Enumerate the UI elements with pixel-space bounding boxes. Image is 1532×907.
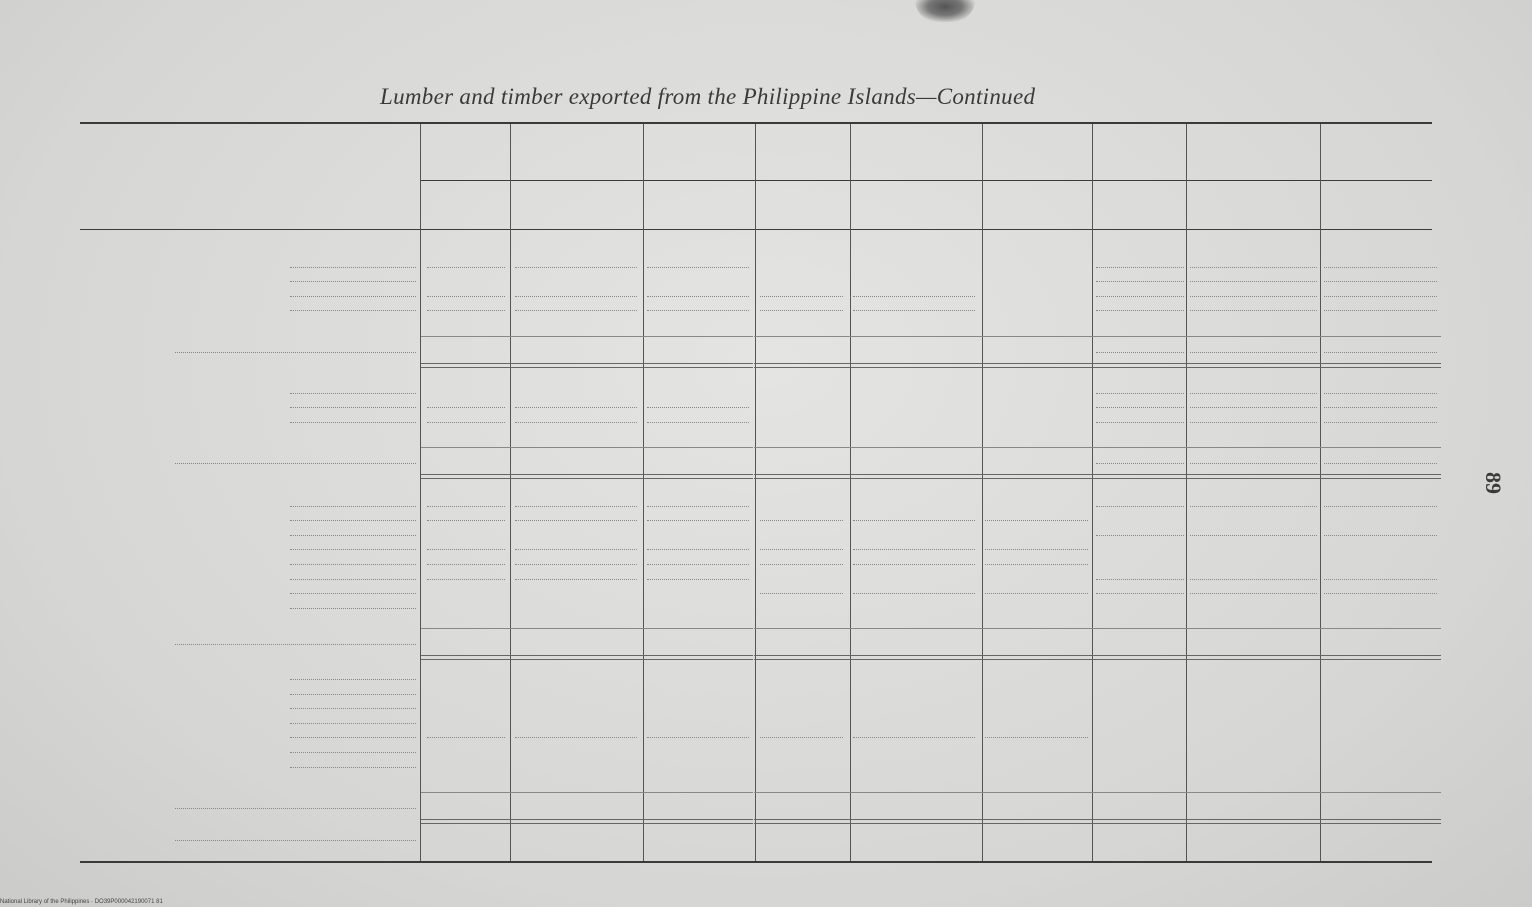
total-rule [1184, 628, 1321, 629]
section-double-rule [641, 819, 753, 824]
section-double-rule [1318, 363, 1441, 368]
period-underline [755, 180, 1092, 181]
empty-cell-dots [1324, 535, 1437, 536]
total-rule [1184, 792, 1321, 793]
section-double-rule [979, 363, 1092, 368]
leader-dots [290, 393, 416, 394]
empty-cell-dots [1096, 506, 1184, 507]
section-double-rule [1184, 363, 1321, 368]
leader-dots [290, 679, 416, 680]
total-rule [979, 447, 1092, 448]
empty-cell-dots [647, 267, 749, 268]
section-double-rule [754, 819, 847, 824]
header-rule [80, 229, 1432, 230]
empty-cell-dots [853, 520, 975, 521]
empty-cell-dots [1190, 463, 1317, 464]
empty-cell-dots [515, 407, 637, 408]
total-rule [1318, 447, 1441, 448]
leader-dots [290, 564, 416, 565]
empty-cell-dots [1096, 296, 1184, 297]
leader-dots [290, 281, 416, 282]
total-rule [421, 447, 509, 448]
section-double-rule [847, 819, 979, 824]
column-divider [755, 124, 756, 861]
section-double-rule [641, 474, 753, 479]
empty-cell-dots [515, 310, 637, 311]
total-rule [421, 792, 509, 793]
section-double-rule [509, 655, 641, 660]
column-divider [420, 124, 421, 861]
empty-cell-dots [1190, 422, 1317, 423]
empty-cell-dots [1190, 310, 1317, 311]
total-rule [641, 447, 753, 448]
empty-cell-dots [1096, 535, 1184, 536]
leader-dots [290, 549, 416, 550]
empty-cell-dots [647, 422, 749, 423]
empty-cell-dots [427, 422, 505, 423]
column-divider [1092, 124, 1093, 861]
scan-footer-note: National Library of the Philippines · DO39P000042190071 81 [0, 899, 163, 905]
empty-cell-dots [515, 549, 637, 550]
empty-cell-dots [1190, 352, 1317, 353]
empty-cell-dots [760, 296, 843, 297]
leader-dots [175, 352, 416, 353]
leader-dots [290, 608, 416, 609]
section-double-rule [421, 363, 509, 368]
empty-cell-dots [1190, 267, 1317, 268]
section-double-rule [509, 474, 641, 479]
section-double-rule [1184, 474, 1321, 479]
empty-cell-dots [853, 737, 975, 738]
empty-cell-dots [1324, 506, 1437, 507]
section-double-rule [421, 474, 509, 479]
empty-cell-dots [647, 506, 749, 507]
section-double-rule [1318, 655, 1441, 660]
total-rule [509, 628, 641, 629]
empty-cell-dots [647, 520, 749, 521]
section-double-rule [421, 819, 509, 824]
scan-smudge [915, 0, 975, 22]
column-divider [982, 124, 983, 861]
empty-cell-dots [1324, 393, 1437, 394]
empty-cell-dots [1190, 296, 1317, 297]
table-title: Lumber and timber exported from the Philippine Islands—Continued [380, 84, 1036, 109]
empty-cell-dots [760, 737, 843, 738]
section-double-rule [641, 363, 753, 368]
section-double-rule [847, 655, 979, 660]
empty-cell-dots [515, 579, 637, 580]
column-divider [510, 124, 511, 861]
empty-cell-dots [515, 737, 637, 738]
leader-dots [290, 708, 416, 709]
total-rule [641, 336, 753, 337]
empty-cell-dots [1324, 593, 1437, 594]
empty-cell-dots [1096, 267, 1184, 268]
empty-cell-dots [427, 506, 505, 507]
total-rule [421, 336, 509, 337]
total-rule [1184, 336, 1321, 337]
empty-cell-dots [985, 737, 1088, 738]
empty-cell-dots [1324, 579, 1437, 580]
empty-cell-dots [1190, 593, 1317, 594]
total-rule [754, 447, 847, 448]
total-rule [641, 792, 753, 793]
section-double-rule [1184, 655, 1321, 660]
empty-cell-dots [427, 520, 505, 521]
total-rule [754, 792, 847, 793]
total-rule [847, 447, 979, 448]
empty-cell-dots [985, 549, 1088, 550]
empty-cell-dots [515, 422, 637, 423]
total-rule [1090, 447, 1188, 448]
leader-dots [175, 644, 416, 645]
empty-cell-dots [760, 310, 843, 311]
empty-cell-dots [647, 310, 749, 311]
empty-cell-dots [1324, 310, 1437, 311]
section-double-rule [754, 363, 847, 368]
empty-cell-dots [647, 564, 749, 565]
empty-cell-dots [647, 737, 749, 738]
empty-cell-dots [760, 520, 843, 521]
leader-dots [290, 296, 416, 297]
period-underline [420, 180, 755, 181]
leader-dots [290, 506, 416, 507]
page-number: 89 [1481, 472, 1506, 494]
section-double-rule [1090, 819, 1188, 824]
empty-cell-dots [647, 549, 749, 550]
column-divider [643, 124, 644, 861]
empty-cell-dots [1096, 407, 1184, 408]
leader-dots [290, 579, 416, 580]
leader-dots [290, 752, 416, 753]
empty-cell-dots [427, 296, 505, 297]
empty-cell-dots [853, 593, 975, 594]
total-rule [421, 628, 509, 629]
empty-cell-dots [1324, 267, 1437, 268]
section-double-rule [1318, 474, 1441, 479]
section-double-rule [979, 819, 1092, 824]
empty-cell-dots [1190, 579, 1317, 580]
empty-cell-dots [1324, 422, 1437, 423]
total-rule [1090, 792, 1188, 793]
leader-dots [175, 808, 416, 809]
column-divider [1320, 124, 1321, 861]
leader-dots [290, 723, 416, 724]
total-rule [1318, 336, 1441, 337]
leader-dots [290, 520, 416, 521]
empty-cell-dots [760, 564, 843, 565]
leader-dots [290, 535, 416, 536]
empty-cell-dots [427, 579, 505, 580]
total-rule [509, 336, 641, 337]
section-double-rule [1318, 819, 1441, 824]
empty-cell-dots [760, 549, 843, 550]
leader-dots [290, 267, 416, 268]
empty-cell-dots [853, 564, 975, 565]
empty-cell-dots [853, 296, 975, 297]
leader-dots [290, 737, 416, 738]
column-divider [850, 124, 851, 861]
empty-cell-dots [985, 564, 1088, 565]
empty-cell-dots [1096, 352, 1184, 353]
period-underline [1092, 180, 1432, 181]
empty-cell-dots [1324, 296, 1437, 297]
total-rule [1090, 336, 1188, 337]
section-double-rule [1090, 363, 1188, 368]
total-rule [754, 336, 847, 337]
total-rule [1090, 628, 1188, 629]
section-double-rule [509, 819, 641, 824]
total-rule [979, 336, 1092, 337]
total-rule [847, 628, 979, 629]
leader-dots [175, 463, 416, 464]
total-rule [509, 447, 641, 448]
total-rule [641, 628, 753, 629]
empty-cell-dots [985, 520, 1088, 521]
empty-cell-dots [427, 564, 505, 565]
leader-dots [290, 593, 416, 594]
empty-cell-dots [647, 296, 749, 297]
leader-dots [290, 694, 416, 695]
empty-cell-dots [1096, 579, 1184, 580]
empty-cell-dots [1190, 407, 1317, 408]
total-rule [509, 792, 641, 793]
empty-cell-dots [1096, 393, 1184, 394]
empty-cell-dots [515, 267, 637, 268]
empty-cell-dots [760, 593, 843, 594]
empty-cell-dots [647, 579, 749, 580]
total-rule [1184, 447, 1321, 448]
empty-cell-dots [427, 737, 505, 738]
section-double-rule [1090, 474, 1188, 479]
empty-cell-dots [1190, 281, 1317, 282]
section-double-rule [641, 655, 753, 660]
empty-cell-dots [1324, 281, 1437, 282]
empty-cell-dots [1324, 463, 1437, 464]
empty-cell-dots [1096, 422, 1184, 423]
leader-dots [290, 767, 416, 768]
top-rule [80, 122, 1432, 124]
section-double-rule [847, 474, 979, 479]
empty-cell-dots [853, 310, 975, 311]
empty-cell-dots [1096, 593, 1184, 594]
empty-cell-dots [1190, 393, 1317, 394]
section-double-rule [847, 363, 979, 368]
empty-cell-dots [1096, 310, 1184, 311]
leader-dots [175, 840, 416, 841]
empty-cell-dots [1324, 407, 1437, 408]
total-rule [979, 792, 1092, 793]
empty-cell-dots [515, 296, 637, 297]
empty-cell-dots [427, 549, 505, 550]
section-double-rule [754, 655, 847, 660]
empty-cell-dots [427, 310, 505, 311]
empty-cell-dots [1096, 463, 1184, 464]
section-double-rule [509, 363, 641, 368]
empty-cell-dots [515, 520, 637, 521]
total-rule [847, 792, 979, 793]
section-double-rule [979, 474, 1092, 479]
section-double-rule [1184, 819, 1321, 824]
empty-cell-dots [515, 506, 637, 507]
section-double-rule [979, 655, 1092, 660]
section-double-rule [421, 655, 509, 660]
total-rule [1318, 792, 1441, 793]
total-rule [979, 628, 1092, 629]
empty-cell-dots [515, 564, 637, 565]
empty-cell-dots [985, 593, 1088, 594]
leader-dots [290, 422, 416, 423]
column-divider [1186, 124, 1187, 861]
total-rule [1318, 628, 1441, 629]
bottom-rule [80, 861, 1432, 863]
section-double-rule [1090, 655, 1188, 660]
empty-cell-dots [1190, 535, 1317, 536]
empty-cell-dots [427, 267, 505, 268]
total-rule [754, 628, 847, 629]
section-double-rule [754, 474, 847, 479]
empty-cell-dots [853, 549, 975, 550]
empty-cell-dots [1190, 506, 1317, 507]
total-rule [847, 336, 979, 337]
leader-dots [290, 310, 416, 311]
empty-cell-dots [1096, 281, 1184, 282]
empty-cell-dots [647, 407, 749, 408]
empty-cell-dots [427, 407, 505, 408]
leader-dots [290, 407, 416, 408]
empty-cell-dots [1324, 352, 1437, 353]
